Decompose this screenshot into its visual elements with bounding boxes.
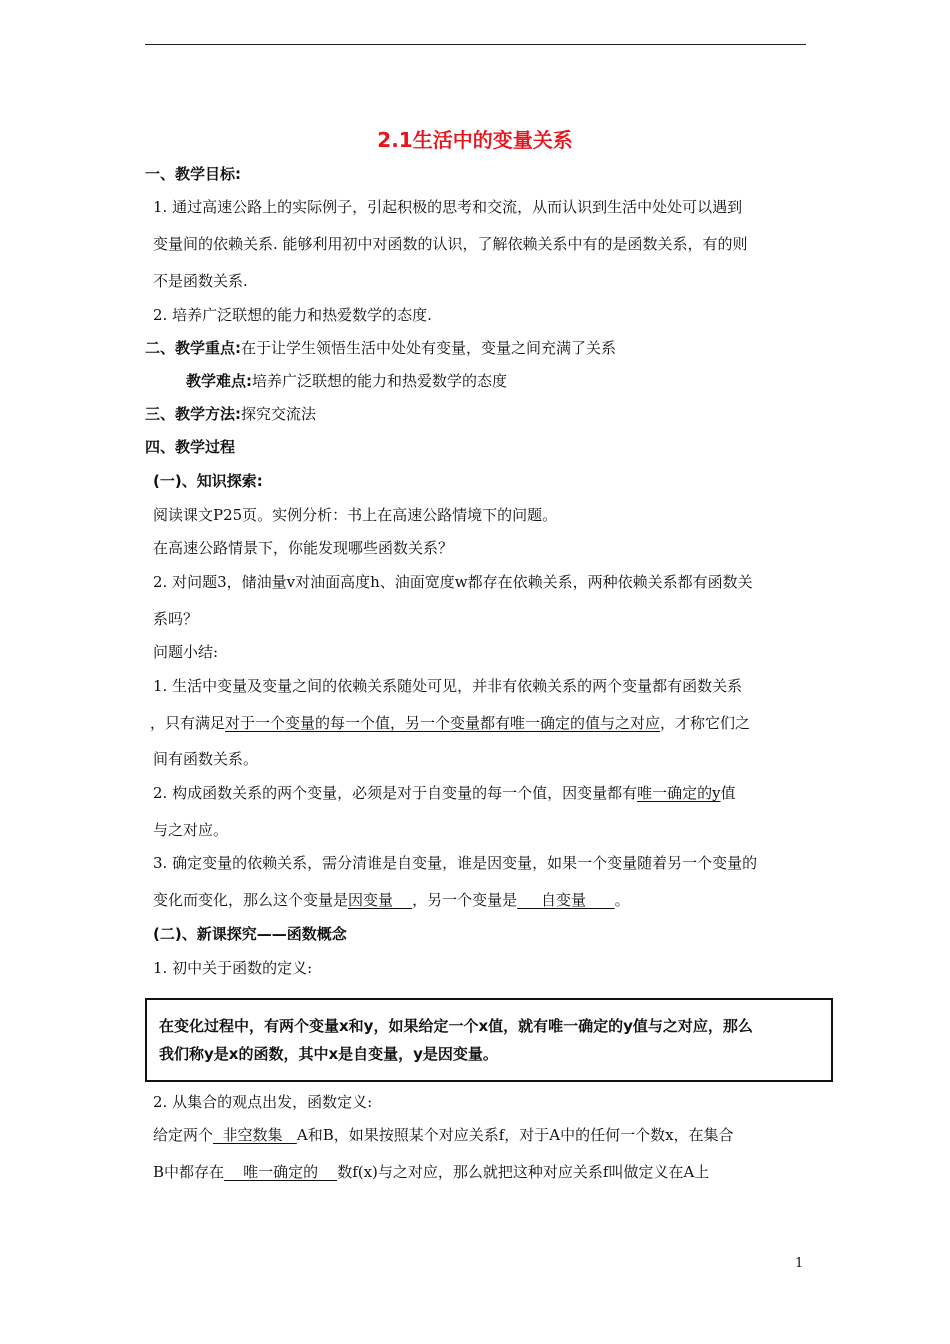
section-difficulty-text: 培养广泛联想的能力和热爱数学的态度: [252, 372, 508, 390]
section-difficulty: [186, 371, 507, 391]
header-rule: [145, 44, 806, 45]
blank-answer-unique: 唯一确定的: [224, 1163, 338, 1181]
text-run: ，只有满足: [150, 714, 226, 732]
paragraph: 间有函数关系。: [153, 750, 259, 768]
definition-box: [145, 998, 833, 1082]
subsection-heading: (一)、知识探索:: [153, 472, 263, 490]
section-objectives-heading: 一、教学目标:: [145, 165, 241, 183]
text-run: ，才称它们之: [660, 714, 751, 732]
paragraph: 2. 培养广泛联想的能力和热爱数学的态度.: [153, 306, 432, 324]
paragraph: 3. 确定变量的依赖关系，需分清谁是自变量，谁是因变量，如果一个变量随着另一个变量的: [153, 854, 758, 872]
paragraph: 1. 初中关于函数的定义:: [153, 959, 313, 977]
blank-answer-nonempty-set: 非空数集: [213, 1126, 297, 1144]
paragraph: 阅读课文P25页。实例分析：书上在高速公路情境下的问题。: [153, 506, 558, 524]
blank-answer-independent: 自变量: [517, 891, 615, 909]
paragraph: 问题小结:: [153, 643, 219, 661]
text-run: 变化而变化，那么这个变量是: [153, 891, 349, 909]
paragraph: 不是函数关系.: [153, 272, 248, 290]
section-difficulty-heading: 教学难点:: [186, 372, 252, 390]
paragraph: 1. 通过高速公路上的实际例子，引起积极的思考和交流，从而认识到生活中处处可以遇到: [153, 198, 743, 216]
section-keypoints: [145, 338, 616, 358]
blank-answer-dependent: 因变量: [348, 891, 413, 909]
paragraph: 2. 从集合的观点出发，函数定义:: [153, 1093, 373, 1111]
paragraph: 1. 生活中变量及变量之间的依赖关系随处可见，并非有依赖关系的两个变量都有函数关系: [153, 677, 743, 695]
paragraph: 系吗？: [153, 610, 199, 628]
text-run: B中都存在: [153, 1163, 225, 1181]
text-run: 给定两个: [153, 1126, 214, 1144]
page-title: 2.1生活中的变量关系: [377, 128, 573, 152]
text-run: A和B，如果按照某个对应关系f，对于A中的任何一个数x，在集合: [296, 1126, 734, 1144]
section-method-heading: 三、教学方法:: [145, 405, 241, 423]
paragraph: [153, 783, 736, 803]
section-keypoints-text: 在于让学生领悟生活中处处有变量，变量之间充满了关系: [241, 339, 617, 357]
section-method-text: 探究交流法: [241, 405, 317, 423]
text-run: ，另一个变量是: [412, 891, 518, 909]
subsection-heading: (二)、新课探究——函数概念: [153, 925, 347, 943]
paragraph: [153, 1125, 734, 1145]
text-run: 数f(x)与之对应，那么就把这种对应关系f叫做定义在A上: [337, 1163, 710, 1181]
paragraph: 变量间的依赖关系. 能够利用初中对函数的认识，了解依赖关系中有的是函数关系，有的则: [153, 235, 748, 253]
paragraph: [153, 890, 630, 910]
section-process-heading: 四、教学过程: [145, 438, 236, 456]
section-method: [145, 404, 316, 424]
paragraph: [153, 1162, 709, 1182]
paragraph: 在高速公路情景下，你能发现哪些函数关系？: [153, 539, 454, 557]
page-number: 1: [795, 1256, 804, 1271]
text-run: 2. 构成函数关系的两个变量，必须是对于自变量的每一个值，因变量都有: [153, 784, 638, 802]
text-run: 。: [614, 891, 630, 909]
section-keypoints-heading: 二、教学重点:: [145, 339, 241, 357]
underlined-text: 对于一个变量的每一个值，另一个变量都有唯一确定的值与之对应: [225, 714, 661, 732]
paragraph: 2. 对问题3，储油量v对油面高度h、油面宽度w都存在依赖关系，两种依赖关系都有函数关: [153, 573, 753, 591]
paragraph: [150, 713, 750, 733]
definition-line: 在变化过程中，有两个变量x和y，如果给定一个x值，就有唯一确定的y值与之对应，那么: [159, 1017, 753, 1035]
paragraph: 与之对应。: [153, 821, 229, 839]
definition-line: 我们称y是x的函数，其中x是自变量，y是因变量。: [159, 1045, 498, 1063]
text-run: 值: [720, 784, 736, 802]
underlined-text: 唯一确定的y: [637, 784, 721, 802]
